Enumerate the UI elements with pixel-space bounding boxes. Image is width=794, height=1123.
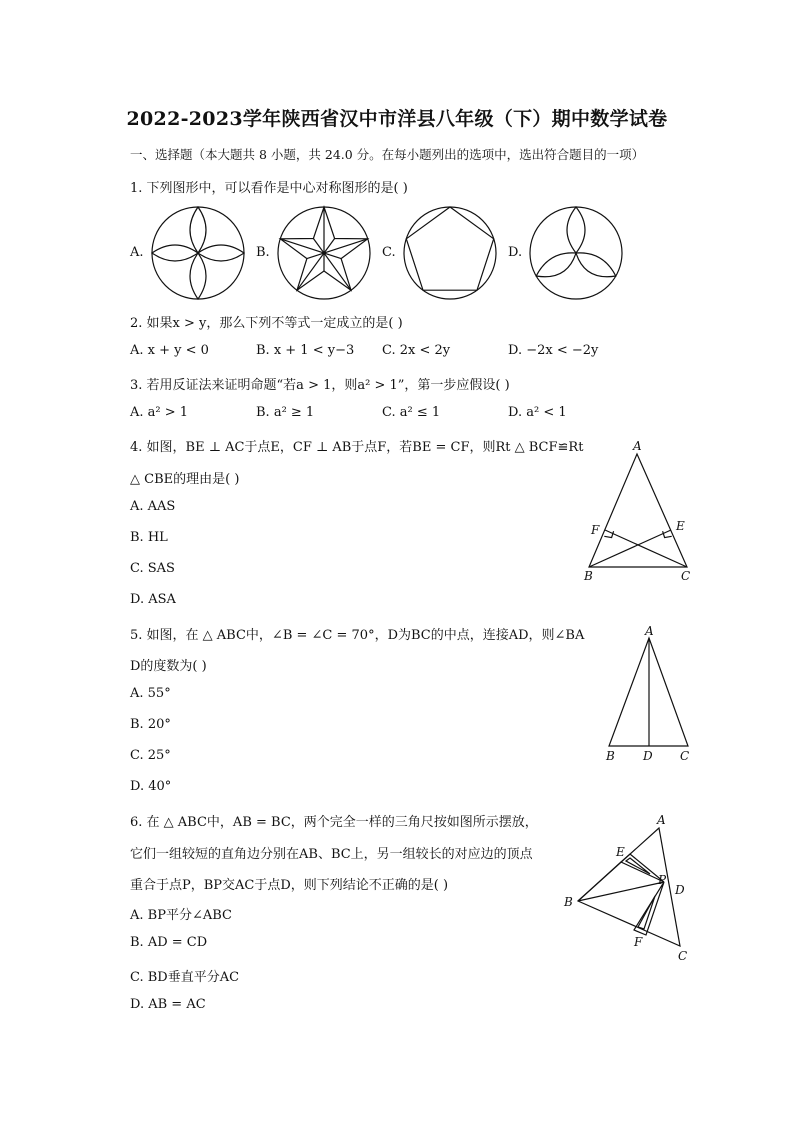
q4-option-b: B. HL bbox=[130, 530, 168, 545]
q4-label-f: F bbox=[591, 523, 600, 537]
q4-figure-triangle bbox=[578, 436, 698, 584]
q4-option-c: C. SAS bbox=[130, 561, 175, 576]
q4-label-a: A bbox=[633, 439, 642, 453]
q6-stem-line2: 它们一组较短的直角边分别在AB、BC上，另一组较长的对应边的顶点 bbox=[130, 847, 533, 862]
q3-option-d: D. a² < 1 bbox=[508, 405, 567, 420]
q3-option-b: B. a² ≥ 1 bbox=[256, 405, 315, 420]
q2-stem: 2. 如果x > y，那么下列不等式一定成立的是( ) bbox=[130, 316, 403, 331]
q4-label-c: C bbox=[681, 569, 691, 583]
q6-label-b: B bbox=[564, 895, 573, 909]
q5-figure-triangle bbox=[598, 622, 698, 768]
q6-stem-line3: 重合于点P，BP交AC于点D，则下列结论不正确的是( ) bbox=[130, 878, 449, 893]
q6-option-a: A. BP平分∠ABC bbox=[130, 908, 232, 923]
section-heading: 一、选择题（本大题共 8 小题，共 24.0 分。在每小题列出的选项中，选出符合题目的一项） bbox=[130, 147, 645, 162]
q3-stem: 3. 若用反证法来证明命题“若a > 1，则a² > 1”，第一步应假设( ) bbox=[130, 378, 510, 393]
q1-label-b: B. bbox=[256, 245, 270, 260]
q5-stem-line2: D的度数为( ) bbox=[130, 659, 207, 674]
q1-figure-b-star bbox=[276, 205, 376, 305]
q6-label-f: F bbox=[634, 935, 643, 949]
exam-title: 2022-2023学年陕西省汉中市洋县八年级（下）期中数学试卷 bbox=[126, 108, 668, 130]
q4-label-b: B bbox=[584, 569, 593, 583]
q5-stem-line1: 5. 如图，在 △ ABC中，∠B = ∠C = 70°，D为BC的中点，连接AD，则∠BA bbox=[130, 628, 585, 643]
q6-option-c: C. BD垂直平分AC bbox=[130, 970, 240, 985]
q1-label-a: A. bbox=[130, 245, 144, 260]
q6-label-a: A bbox=[657, 813, 666, 827]
q4-label-e: E bbox=[676, 519, 685, 533]
q4-stem-line1: 4. 如图，BE ⊥ AC于点E，CF ⊥ AB于点F，若BE = CF，则Rt △ BCF≌Rt bbox=[130, 440, 584, 455]
q6-figure-triangle-rulers bbox=[558, 808, 698, 968]
q5-option-c: C. 25° bbox=[130, 748, 171, 763]
q5-option-d: D. 40° bbox=[130, 779, 172, 794]
q1-figure-c-pentagon bbox=[402, 205, 502, 305]
q5-label-c: C bbox=[680, 749, 690, 763]
q1-figure-a-four-petals bbox=[150, 205, 250, 305]
q5-option-b: B. 20° bbox=[130, 717, 171, 732]
q4-option-d: D. ASA bbox=[130, 592, 176, 607]
q6-label-c: C bbox=[678, 949, 688, 963]
q3-option-a: A. a² > 1 bbox=[130, 405, 189, 420]
q1-stem: 1. 下列图形中，可以看作是中心对称图形的是( ) bbox=[130, 181, 408, 196]
q5-option-a: A. 55° bbox=[130, 686, 171, 701]
q2-option-c: C. 2x < 2y bbox=[382, 343, 451, 358]
q5-label-b: B bbox=[606, 749, 615, 763]
q1-label-c: C. bbox=[382, 245, 396, 260]
q1-label-d: D. bbox=[508, 245, 523, 260]
q6-stem-line1: 6. 在 △ ABC中，AB = BC，两个完全一样的三角尺按如图所示摆放， bbox=[130, 815, 538, 830]
q2-option-a: A. x + y < 0 bbox=[130, 343, 209, 358]
q6-label-e: E bbox=[616, 845, 625, 859]
q1-figure-d-three-petals bbox=[528, 205, 628, 305]
q6-option-d: D. AB = AC bbox=[130, 997, 206, 1012]
q6-label-p: P bbox=[658, 873, 667, 887]
q6-option-b: B. AD = CD bbox=[130, 935, 208, 950]
q4-option-a: A. AAS bbox=[130, 499, 176, 514]
q5-label-d: D bbox=[643, 749, 653, 763]
q2-option-b: B. x + 1 < y−3 bbox=[256, 343, 355, 358]
q6-label-d: D bbox=[675, 883, 685, 897]
q4-stem-line2: △ CBE的理由是( ) bbox=[130, 472, 240, 487]
q3-option-c: C. a² ≤ 1 bbox=[382, 405, 441, 420]
q2-option-d: D. −2x < −2y bbox=[508, 343, 599, 358]
q5-label-a: A bbox=[645, 624, 654, 638]
